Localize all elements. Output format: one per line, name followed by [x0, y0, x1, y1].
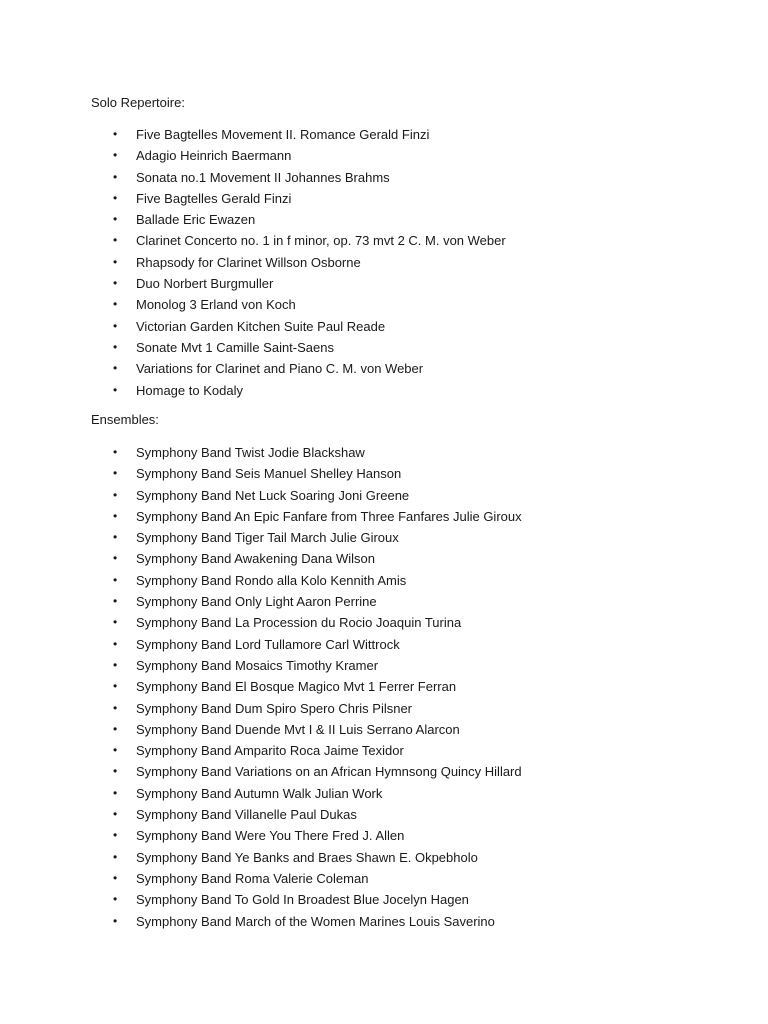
list-item-text: Symphony Band El Bosque Magico Mvt 1 Ferrer Ferran [136, 679, 457, 695]
bullet-icon: • [113, 615, 118, 630]
list-item [0, 273, 700, 294]
list-item-text: Adagio Heinrich Baermann [136, 148, 292, 164]
list-item [0, 188, 700, 209]
list-item-text: Symphony Band Rondo alla Kolo Kennith Amis [136, 572, 407, 588]
list-item [0, 591, 700, 612]
list-item [0, 358, 700, 379]
list-item-text: Symphony Band Duende Mvt I & II Luis Serrano Alarcon [136, 721, 460, 737]
list-item-text: Sonata no.1 Movement II Johannes Brahms [136, 169, 390, 185]
list-item [0, 209, 700, 230]
list-item-text: Symphony Band To Gold In Broadest Blue Jocelyn Hagen [136, 892, 469, 908]
bullet-icon: • [113, 870, 118, 885]
list-item [0, 719, 700, 740]
list-item [0, 804, 700, 825]
list-item [0, 485, 700, 506]
list-item-text: Symphony Band March of the Women Marines Louis Saverino [136, 913, 495, 929]
list-item [0, 612, 700, 633]
list-item-text: Ballade Eric Ewazen [136, 212, 256, 228]
list-item-text: Symphony Band Lord Tullamore Carl Wittrock [136, 636, 400, 652]
bullet-icon: • [113, 148, 118, 163]
bullet-icon: • [113, 679, 118, 694]
list-item-text: Symphony Band Seis Manuel Shelley Hanson [136, 466, 402, 482]
list-item-text: Rhapsody for Clarinet Willson Osborne [136, 254, 361, 270]
list-item-text: Sonate Mvt 1 Camille Saint-Saens [136, 339, 334, 355]
bullet-icon: • [113, 487, 118, 502]
list-item-text: Symphony Band Net Luck Soaring Joni Greene [136, 487, 410, 503]
list-item-text: Symphony Band Villanelle Paul Dukas [136, 807, 357, 823]
list-item [0, 911, 700, 932]
bullet-icon: • [113, 913, 118, 928]
bullet-icon: • [113, 743, 118, 758]
list-item [0, 655, 700, 676]
list-item [0, 124, 700, 145]
ensembles-heading: Ensembles: [91, 412, 159, 427]
list-item [0, 230, 700, 251]
list-item [0, 740, 700, 761]
list-item [0, 252, 700, 273]
bullet-icon: • [113, 339, 118, 354]
list-item-text: Homage to Kodaly [136, 382, 243, 398]
bullet-icon: • [113, 127, 118, 141]
list-item-text: Monolog 3 Erland von Koch [136, 297, 296, 313]
list-item [0, 868, 700, 889]
bullet-icon: • [113, 807, 118, 822]
ensembles-list [0, 442, 700, 932]
list-item-text: Symphony Band Dum Spiro Spero Chris Pilsner [136, 700, 413, 716]
list-item [0, 825, 700, 846]
list-item-text: Symphony Band Variations on an African Hymnsong Quincy Hillard [136, 764, 522, 780]
bullet-icon: • [113, 785, 118, 800]
solo-repertoire-list [0, 124, 700, 401]
list-item-text: Symphony Band Only Light Aaron Perrine [136, 594, 377, 610]
list-item-text: Symphony Band An Epic Fanfare from Three Fanfares Julie Giroux [136, 508, 522, 524]
list-item-text: Victorian Garden Kitchen Suite Paul Reade [136, 318, 386, 334]
bullet-icon: • [113, 828, 118, 843]
list-item-text: Symphony Band Autumn Walk Julian Work [136, 785, 383, 801]
bullet-icon: • [113, 551, 118, 566]
list-item [0, 698, 700, 719]
list-item [0, 316, 700, 337]
list-item [0, 527, 700, 548]
solo-repertoire-heading: Solo Repertoire: [91, 95, 185, 110]
bullet-icon: • [113, 594, 118, 609]
bullet-icon: • [113, 764, 118, 779]
bullet-icon: • [113, 508, 118, 523]
list-item [0, 847, 700, 868]
list-item [0, 783, 700, 804]
bullet-icon: • [113, 169, 118, 184]
list-item-text: Clarinet Concerto no. 1 in f minor, op. 73 mvt 2 C. M. von Weber [136, 233, 506, 249]
bullet-icon: • [113, 721, 118, 736]
bullet-icon: • [113, 530, 118, 545]
list-item [0, 442, 700, 463]
list-item-text: Symphony Band Were You There Fred J. Allen [136, 828, 405, 844]
list-item [0, 548, 700, 569]
bullet-icon: • [113, 254, 118, 269]
bullet-icon: • [113, 849, 118, 864]
list-item-text: Five Bagtelles Gerald Finzi [136, 190, 292, 206]
bullet-icon: • [113, 700, 118, 715]
bullet-icon: • [113, 212, 118, 227]
list-item-text: Symphony Band Mosaics Timothy Kramer [136, 657, 379, 673]
bullet-icon: • [113, 297, 118, 312]
bullet-icon: • [113, 572, 118, 587]
list-item [0, 676, 700, 697]
list-item [0, 294, 700, 315]
list-item-text: Symphony Band La Procession du Rocio Joaquin Turina [136, 615, 462, 631]
list-item [0, 889, 700, 910]
list-item [0, 506, 700, 527]
list-item [0, 634, 700, 655]
bullet-icon: • [113, 466, 118, 481]
bullet-icon: • [113, 361, 118, 376]
list-item [0, 145, 700, 166]
list-item-text: Variations for Clarinet and Piano C. M. von Weber [136, 361, 424, 377]
list-item [0, 167, 700, 188]
list-item-text: Symphony Band Awakening Dana Wilson [136, 551, 375, 567]
bullet-icon: • [113, 276, 118, 291]
bullet-icon: • [113, 190, 118, 205]
bullet-icon: • [113, 892, 118, 907]
list-item [0, 570, 700, 591]
bullet-icon: • [113, 382, 118, 397]
list-item-text: Symphony Band Ye Banks and Braes Shawn E. Okpebholo [136, 849, 478, 865]
list-item-text: Symphony Band Roma Valerie Coleman [136, 870, 369, 886]
bullet-icon: • [113, 657, 118, 672]
list-item-text: Symphony Band Tiger Tail March Julie Giroux [136, 530, 399, 546]
bullet-icon: • [113, 445, 118, 459]
list-item-text: Duo Norbert Burgmuller [136, 276, 274, 292]
list-item-text: Symphony Band Twist Jodie Blackshaw [136, 445, 365, 460]
bullet-icon: • [113, 318, 118, 333]
list-item-text: Symphony Band Amparito Roca Jaime Texidor [136, 743, 404, 759]
list-item [0, 463, 700, 484]
list-item [0, 380, 700, 401]
bullet-icon: • [113, 636, 118, 651]
list-item [0, 761, 700, 782]
list-item-text: Five Bagtelles Movement II. Romance Gerald Finzi [136, 127, 430, 142]
bullet-icon: • [113, 233, 118, 248]
list-item [0, 337, 700, 358]
